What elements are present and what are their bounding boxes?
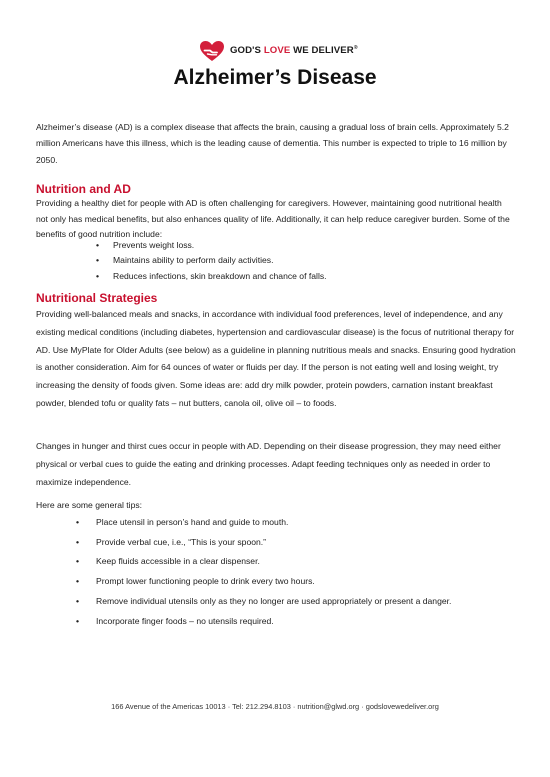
list-item: • Remove individual utensils only as they no longer are used appropriately or present a danger. [76,592,451,612]
list-item: • Prompt lower functioning people to drink every two hours. [76,572,451,592]
list-item: • Provide verbal cue, i.e., “This is your spoon.” [76,533,451,553]
logo-love-word: LOVE [263,45,291,57]
nutrition-paragraph: Providing a healthy diet for people with AD is often challenging for caregivers. However, maintaining good nutritional health not only has medical benefits, but also enhances quality of life. Additionally, it can help reduce caregiver burden. Some of the benefits of good nutrition include: [36,198,510,240]
logo-wordmark: GOD'S LOVE WE DELIVER® [230,45,358,57]
org-logo [199,40,358,62]
list-item: • Maintains ability to perform daily activities. [96,253,327,268]
list-item: • Place utensil in person’s hand and guide to mouth. [76,513,451,533]
heart-hands-icon [199,40,225,62]
list-item: • Prevents weight loss. [96,238,327,253]
list-item: • Incorporate finger foods – no utensils required. [76,612,451,632]
list-item: • Keep fluids accessible in a clear dispenser. [76,552,451,572]
section-heading-nutrition: Nutrition and AD [36,182,131,196]
hunger-cues-paragraph: Changes in hunger and thirst cues occur in people with AD. Depending on their disease progression, they may need either physical or verbal cues to guide the eating and drinking processes. Adapt feeding techniques only as needed in order to maximize independence. [36,441,501,487]
section-heading-strategies: Nutritional Strategies [36,291,158,305]
tips-intro: Here are some general tips: [36,500,143,510]
benefits-list [96,238,327,284]
tips-list [76,513,451,631]
footer-contact: 166 Avenue of the Americas 10013 · Tel: 212.294.8103 · nutrition@glwd.org · godslovewedeliver.org [111,702,439,711]
page-title: Alzheimer’s Disease [173,66,377,89]
intro-paragraph: Alzheimer’s disease (AD) is a complex disease that affects the brain, causing a gradual loss of brain cells. Approximately 5.2 million Americans have this illness, which is the leading cause of dementia. This number is expected to triple to 16 million by 2050. [36,122,509,165]
strategies-paragraph: Providing well-balanced meals and snacks, in accordance with individual food preferences, level of independence, and any existing medical conditions (including diabetes, hypertension and cardiovascular disease) is the focus of nutritional therapy for AD. Use MyPlate for Older Adults (see below) as a guideline in planning nutritious meals and snacks. Ensuring good hydration is another consideration. Aim for 64 ounces of water or fluids per day. If the person is not eating well and losing weight, try increasing the density of foods given. Some ideas are: add dry milk powder, protein powders, carnation instant breakfast powder, blended tofu or quality fats – nut butters, canola oil, olive oil – to foods. [36,309,516,408]
list-item: • Reduces infections, skin breakdown and chance of falls. [96,269,327,284]
